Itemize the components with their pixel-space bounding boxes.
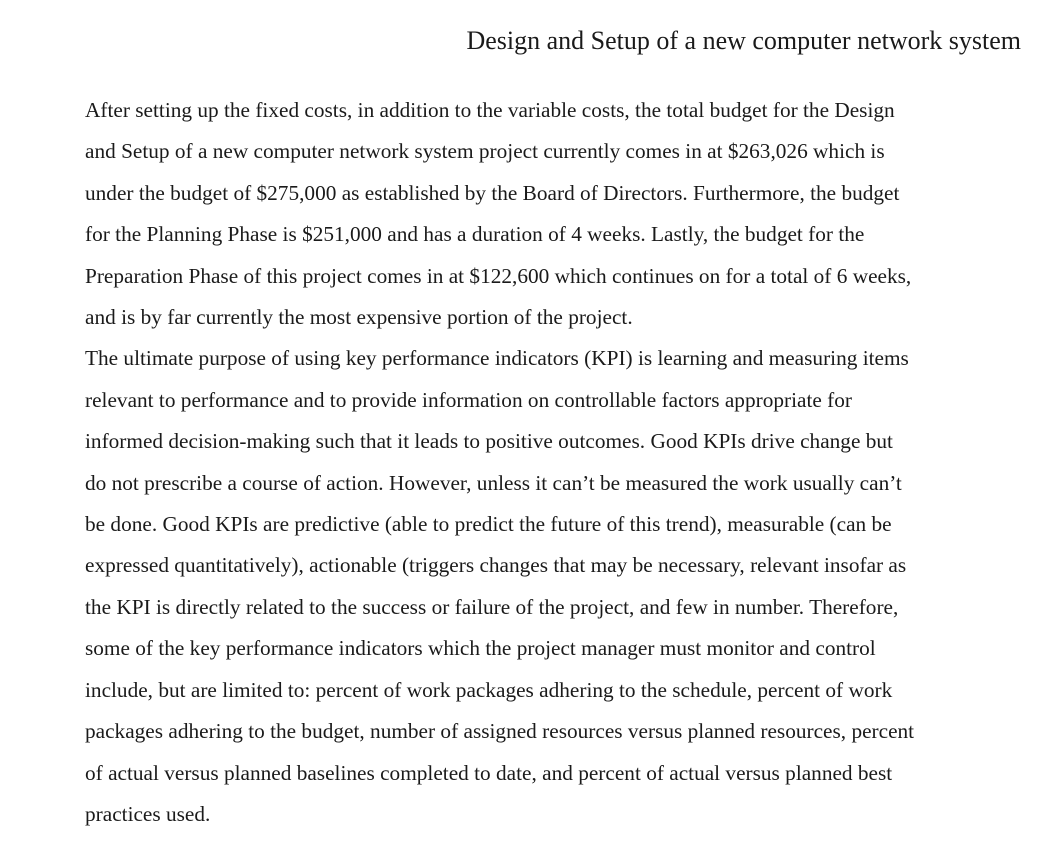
text-line: include, but are limited to: percent of work packages adhering to the schedule, percent of work xyxy=(85,677,893,702)
text-line: under the budget of $275,000 as established by the Board of Directors. Furthermore, the budget xyxy=(85,180,900,205)
paragraph-budget xyxy=(85,90,1025,338)
text-line: be done. Good KPIs are predictive (able to predict the future of this trend), measurable (can be xyxy=(85,512,892,537)
page-header-title: Design and Setup of a new computer network system xyxy=(466,26,1021,55)
text-line: and is by far currently the most expensive portion of the project. xyxy=(85,305,633,330)
text-line: expressed quantitatively), actionable (triggers changes that may be necessary, relevant insofar as xyxy=(85,553,907,578)
text-line: some of the key performance indicators which the project manager must monitor and control xyxy=(85,636,876,661)
text-line: The ultimate purpose of using key performance indicators (KPI) is learning and measuring items xyxy=(85,346,909,371)
paragraph-kpi xyxy=(85,338,1025,835)
text-line: Preparation Phase of this project comes in at $122,600 which continues on for a total of 6 weeks, xyxy=(85,263,912,288)
text-line: and Setup of a new computer network system project currently comes in at $263,026 which is xyxy=(85,139,885,164)
text-line: relevant to performance and to provide information on controllable factors appropriate for xyxy=(85,387,852,412)
text-line: of actual versus planned baselines completed to date, and percent of actual versus planned best xyxy=(85,760,893,785)
text-line: the KPI is directly related to the success or failure of the project, and few in number. Therefore, xyxy=(85,594,899,619)
text-line: After setting up the fixed costs, in addition to the variable costs, the total budget for the Design xyxy=(85,98,895,122)
text-line: do not prescribe a course of action. However, unless it can’t be measured the work usually can’t xyxy=(85,470,902,495)
text-line: practices used. xyxy=(85,801,211,826)
text-line: for the Planning Phase is $251,000 and has a duration of 4 weeks. Lastly, the budget for the xyxy=(85,222,865,247)
text-line: packages adhering to the budget, number of assigned resources versus planned resources, percent xyxy=(85,719,915,744)
document-body xyxy=(85,90,1025,835)
text-line: informed decision-making such that it leads to positive outcomes. Good KPIs drive change but xyxy=(85,429,893,454)
